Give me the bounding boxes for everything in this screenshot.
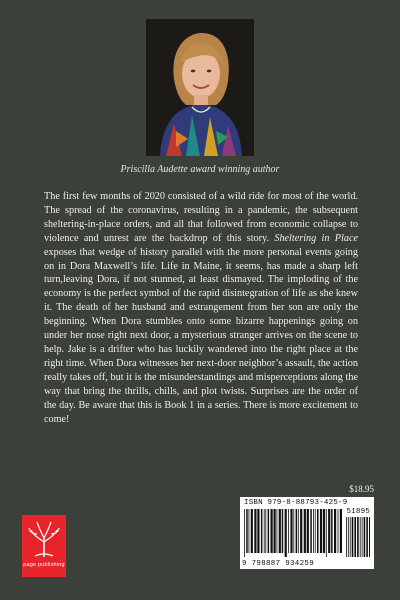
author-photo [146,19,254,156]
author-portrait-image [146,19,254,156]
book-title-italic: Sheltering in Place [274,232,358,244]
ean-digits: 9 798887 934259 [242,560,315,568]
book-description [44,190,358,426]
barcode-bars [244,509,370,557]
author-caption: Priscilla Audette award winning author [120,164,280,175]
publisher-logo [22,515,66,577]
tree-icon [27,520,61,558]
barcode-icon [244,509,370,557]
description-text-part2: exposes that wedge of history parallel with the more personal events going on in Dora Maxwell’s life. Life in Maine, it seems, has made a sharp left turn,leaving Dora, if not stunned, at least dismayed. The imploding of the economy is the perfect symbol of the rapid disintegration of life as she knew it. The death of her husband and estrangement from her son are only the beginning. When Dora stumbles onto some bizarre happenings going on under her nose right next door, a mysterious stranger arrives on the scene to help. Jake is a drifter who has luckily wandered into the right place at the right time. When Dora witnesses her next-door neighbor’s assault, the action really takes off, but it is the misunderstandings and misperceptions along the way that bring the thrills, chills, and plot twists. Surprises are the order of the day. Be aware that this is Book 1 in a series. There is more excitement to come! [44,246,358,425]
price-label: $18.95 [349,484,374,494]
description-text-part1: The first few months of 2020 consisted of a wild ride for most of the world. The spread of the coronavirus, resulting in a pandemic, the subsequent sheltering-in-place orders, and all that followed from economic collapse to violence and unrest are the backdrop of this story. [44,191,358,244]
barcode-block [240,497,374,569]
price-addon-code: 51895 [346,508,370,516]
isbn-header [244,499,370,516]
publisher-name: page publishing [23,562,65,568]
isbn-text: ISBN 979-8-88793-425-9 [244,499,348,507]
